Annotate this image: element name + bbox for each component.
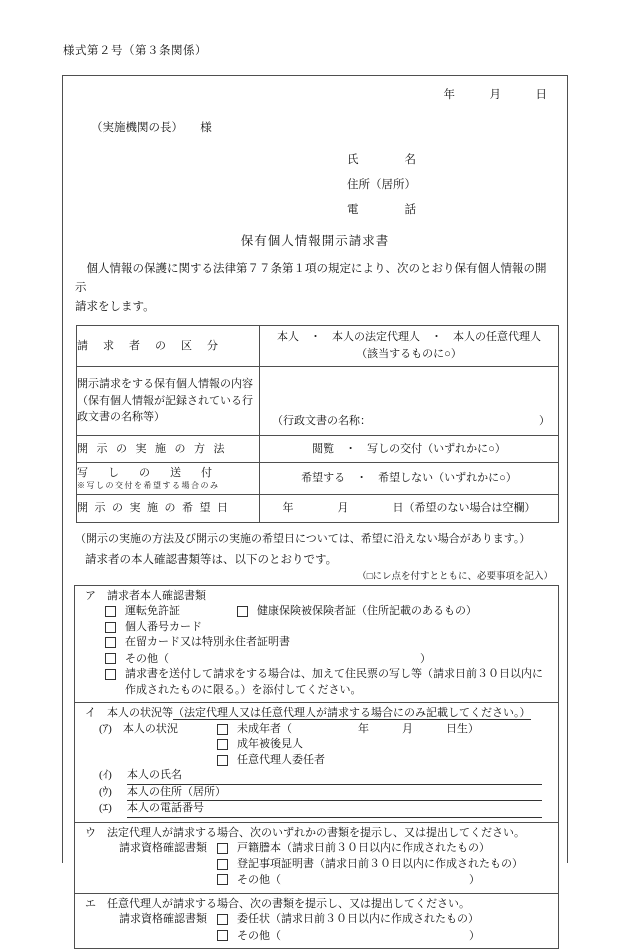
- section-a-identity-documents: [75, 586, 558, 703]
- principal-phone-label: 本人の電話番号: [127, 802, 204, 815]
- status-label: 本人の状況: [122, 722, 178, 735]
- minor-checkbox[interactable]: [217, 724, 228, 735]
- row-category-options[interactable]: 本人 ・ 本人の法定代理人 ・ 本人の任意代理人 （該当するものに○）: [260, 325, 559, 366]
- applicant-address-field[interactable]: 住所（居所）: [347, 179, 416, 191]
- table-row-category: [77, 325, 559, 366]
- other-e-blank-field[interactable]: [281, 928, 469, 939]
- section-a-heading: ア 請求者本人確認書類: [85, 589, 206, 602]
- caution-note: （開示の実施の方法及び開示の実施の希望日については、希望に沿えない場合があります。）: [75, 532, 531, 545]
- row-content-label: 開示請求をする保有個人情報の内容（保有個人情報が記録されている行政文書の名称等）: [77, 366, 260, 435]
- legal-agent-qualification-row: [85, 841, 548, 857]
- principal-name-field[interactable]: [127, 768, 542, 785]
- row-content-value[interactable]: [260, 366, 559, 435]
- section-e-heading: エ 任意代理人が請求する場合、次の書類を提示し、又は提出してください。: [85, 897, 470, 910]
- row-method-label: 開示の実施の方法: [77, 435, 260, 462]
- form-outer-box: [62, 75, 568, 942]
- registration-certificate-checkbox[interactable]: [217, 859, 228, 870]
- row-copy-mailing-label: 写しの送付 ※写しの交付を希望する場合のみ: [77, 462, 260, 494]
- checkbox-row-license-insurance: [85, 604, 548, 620]
- principal-address-field[interactable]: [127, 785, 542, 802]
- table-row-content: [77, 366, 559, 435]
- other-a-open: その他（: [125, 652, 169, 665]
- section-i-heading-note: （法定代理人又は任意代理人が請求する場合にのみ記載してください。）: [173, 707, 531, 720]
- voluntary-agent-qualification-label: 請求資格確認書類: [119, 913, 207, 926]
- documents-intro: 請求者の本人確認書類等は、以下のとおりです。: [85, 553, 338, 566]
- row-preferred-date-field[interactable]: 年 月 日（希望のない場合は空欄）: [260, 494, 559, 522]
- principal-address-label: 本人の住所（居所）: [127, 785, 226, 798]
- status-marker: (ｱ): [99, 722, 112, 735]
- residence-card-label: 在留カード又は特別永住者証明書: [125, 636, 290, 649]
- voluntary-agent-delegator-row: [85, 753, 548, 769]
- other-u-close: ）: [469, 874, 480, 887]
- intro-line-1: 個人情報の保護に関する法律第７７条第１項の規定により、次のとおり保有個人情報の開示: [75, 263, 547, 294]
- row-copy-mailing-options[interactable]: 希望する ・ 希望しない（いずれかに○）: [260, 462, 559, 494]
- principal-phone-marker: (ｴ): [99, 802, 112, 815]
- adult-ward-label: 成年被後見人: [237, 738, 303, 751]
- power-of-attorney-label: 委任状（請求日前３０日以内に作成されたもの）: [237, 913, 479, 926]
- voluntary-agent-delegator-checkbox[interactable]: [217, 755, 228, 766]
- section-u-heading: ウ 法定代理人が請求する場合、次のいずれかの書類を提示し、又は提出してください。: [85, 826, 525, 839]
- other-document-e-checkbox[interactable]: [217, 930, 228, 941]
- other-u-row: [85, 872, 548, 889]
- principal-phone-row: [85, 801, 542, 818]
- mail-request-label: 請求書を送付して請求をする場合は、加えて住民票の写し等（請求日前３０日以内に作成されたものに限る。）を添付してください。: [125, 668, 543, 696]
- mail-request-checkbox[interactable]: [105, 669, 116, 680]
- drivers-license-checkbox[interactable]: [105, 606, 116, 617]
- section-u-legal-agent: [75, 822, 558, 893]
- applicant-name-field[interactable]: 氏 名: [347, 154, 416, 166]
- mynumber-card-checkbox[interactable]: [105, 622, 116, 633]
- registration-certificate-row: [85, 857, 548, 873]
- section-e-voluntary-agent: [75, 893, 558, 949]
- principal-status-row: [85, 722, 548, 738]
- document-title: 保有個人情報開示請求書: [240, 234, 390, 248]
- power-of-attorney-checkbox[interactable]: [217, 914, 228, 925]
- doc-name-blank-field[interactable]: [371, 413, 539, 424]
- addressee-field: （実施機関の長） 様: [91, 122, 212, 134]
- voluntary-agent-qualification-row: [85, 912, 548, 928]
- intro-paragraph: [63, 260, 567, 317]
- other-document-u-checkbox[interactable]: [217, 874, 228, 885]
- legal-agent-qualification-label: 請求資格確認書類: [119, 842, 207, 855]
- applicant-block: [63, 148, 567, 223]
- principal-name-marker: (ｲ): [99, 769, 112, 782]
- other-a-blank-field[interactable]: [169, 651, 420, 662]
- request-table: [76, 325, 559, 523]
- other-u-blank-field[interactable]: [281, 872, 469, 883]
- checkbox-row-mail-request: [85, 667, 548, 698]
- adult-ward-row: [85, 737, 548, 753]
- principal-address-marker: (ｳ): [99, 785, 112, 798]
- identification-sections-box: [74, 585, 559, 949]
- health-insurance-checkbox[interactable]: [237, 606, 248, 617]
- other-e-close: ）: [469, 929, 480, 942]
- checkbox-row-other-a: [85, 651, 548, 668]
- row-category-label: 請求者の区分: [77, 325, 260, 366]
- doc-name-open: （行政文書の名称：: [272, 415, 371, 428]
- form-number-label: 様式第２号（第３条関係）: [63, 45, 207, 57]
- row-method-options[interactable]: 閲覧 ・ 写しの交付（いずれかに○）: [260, 435, 559, 462]
- family-register-label: 戸籍謄本（請求日前３０日以内に作成されたもの）: [237, 842, 490, 855]
- voluntary-agent-delegator-label: 任意代理人委任者: [237, 753, 325, 766]
- principal-phone-field[interactable]: [127, 801, 542, 818]
- minor-label: 未成年者（ 年 月 日生）: [237, 722, 479, 735]
- date-field[interactable]: 年 月 日: [443, 89, 547, 101]
- section-i-heading: イ 本人の状況等: [85, 707, 173, 720]
- residence-card-checkbox[interactable]: [105, 637, 116, 648]
- principal-name-label: 本人の氏名: [127, 769, 182, 782]
- other-e-row: [85, 928, 548, 945]
- section-i-principal-status: [75, 702, 558, 822]
- adult-ward-checkbox[interactable]: [217, 739, 228, 750]
- table-row-copy-mailing: [77, 462, 559, 494]
- principal-address-row: [85, 785, 542, 802]
- checkbox-row-mynumber: [85, 620, 548, 636]
- registration-certificate-label: 登記事項証明書（請求日前３０日以内に作成されたもの）: [237, 857, 523, 870]
- row-preferred-date-label: 開示の実施の希望日: [77, 494, 260, 522]
- table-row-preferred-date: [77, 494, 559, 522]
- other-a-close: ）: [420, 652, 431, 665]
- table-row-method: [77, 435, 559, 462]
- drivers-license-label: 運転免許証: [125, 605, 180, 618]
- other-u-open: その他（: [237, 874, 281, 887]
- applicant-phone-field[interactable]: 電 話: [347, 204, 416, 216]
- intro-line-2: 請求をします。: [75, 300, 155, 313]
- other-e-open: その他（: [237, 929, 281, 942]
- mynumber-card-label: 個人番号カード: [125, 620, 202, 633]
- checkmark-instruction: （□にレ点を付すとともに、必要事項を記入）: [357, 571, 553, 582]
- family-register-checkbox[interactable]: [217, 843, 228, 854]
- principal-name-row: [85, 768, 542, 785]
- checkbox-row-residence-card: [85, 635, 548, 651]
- doc-name-close: ）: [539, 415, 550, 428]
- other-document-a-checkbox[interactable]: [105, 653, 116, 664]
- copy-mailing-note: ※写しの交付を希望する場合のみ: [77, 481, 220, 491]
- health-insurance-label: 健康保険被保険者証（住所記載のあるもの）: [257, 605, 477, 618]
